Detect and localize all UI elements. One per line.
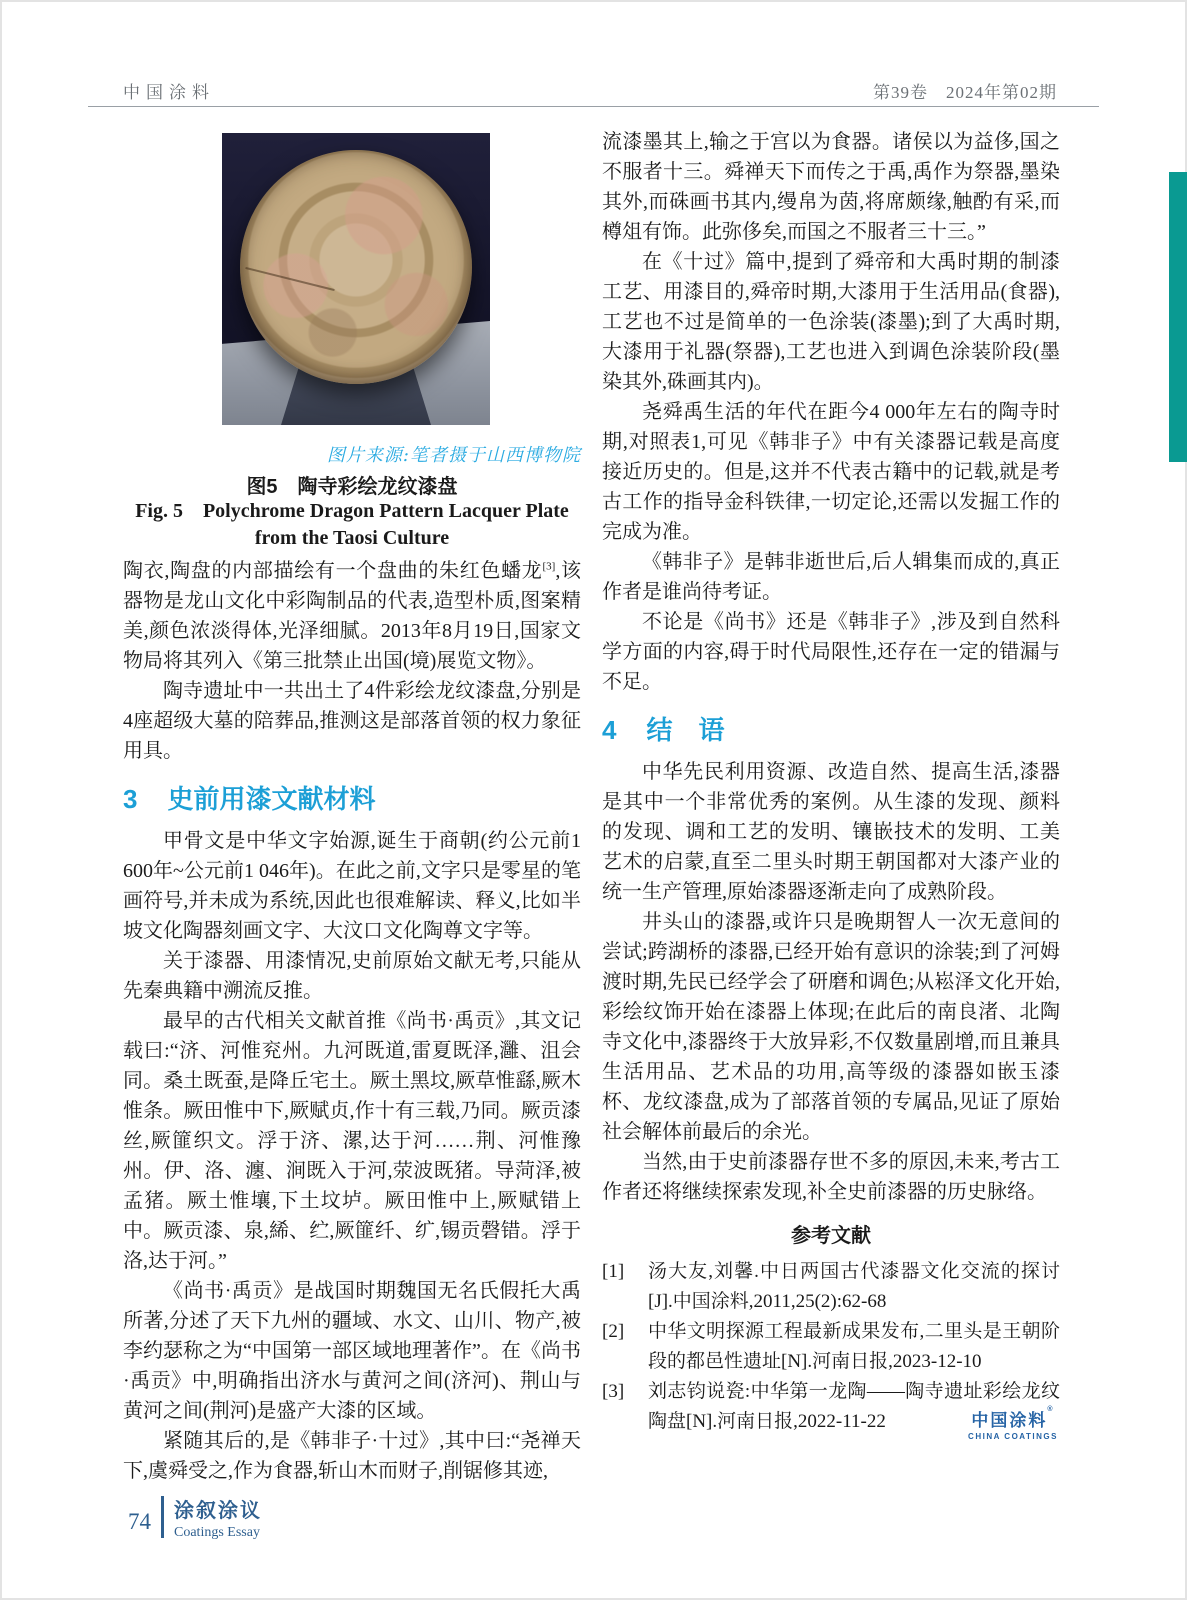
body-paragraph: 不论是《尚书》还是《韩非子》,涉及到自然科学方面的内容,碍于时代局限性,还存在一定的错漏与不足。 — [602, 611, 1060, 693]
reference-item — [602, 1257, 1060, 1317]
reference-number: [2] — [602, 1321, 625, 1342]
publisher-logo — [963, 1406, 1063, 1441]
reference-text: 汤大友,刘馨.中日两国古代漆器文化交流的探讨[J].中国涂料,2011,25(2):62-68 — [648, 1261, 1060, 1312]
body-paragraph: 《尚书·禹贡》是战国时期魏国无名氏假托大禹所著,分述了天下九州的疆域、水文、山川、物产,被李约瑟称之为“中国第一部区域地理著作”。在《尚书·禹贡》中,明确指出济水与黄河之间(济河)、荆山与黄河之间(荆河)是盛产大漆的区域。 — [123, 1280, 581, 1422]
citation-superscript: [3] — [542, 560, 556, 573]
page-header — [88, 78, 1099, 107]
page-number: 74 — [128, 1509, 151, 1534]
references-title: 参考文献 — [791, 1225, 871, 1247]
footer-column-label — [174, 1494, 262, 1541]
logo-text-cn — [963, 1406, 1063, 1431]
body-paragraph: 在《十过》篇中,提到了舜帝和大禹时期的制漆工艺、用漆目的,舜帝时期,大漆用于生活用品(食器),工艺也不过是简单的一色涂装(漆墨);到了大禹时期,大漆用于礼器(祭器),工艺也进入到调色涂装阶段(墨染其外,硃画其内)。 — [602, 251, 1060, 393]
body-paragraph: 陶寺遗址中一共出土了4件彩绘龙纹漆盘,分别是4座超级大墓的陪葬品,推测这是部落首领的权力象征用具。 — [123, 680, 581, 762]
section-heading-4 — [602, 713, 1060, 747]
body-paragraph: 甲骨文是中华文字始源,诞生于商朝(约公元前1 600年~公元前1 046年)。在此之前,文字只是零星的笔画符号,并未成为系统,因此也很难解读、释义,比如半坡文化陶器刻画文字、大汶口文化陶尊文字等。 — [123, 830, 581, 942]
body-paragraph: 尧舜禹生活的年代在距今4 000年左右的陶寺时期,对照表1,可见《韩非子》中有关漆器记载是高度接近历史的。但是,这并不代表古籍中的记载,就是考古工作的指导金科铁律,一切定论,还需以发掘工作的完成为准。 — [602, 401, 1060, 543]
section-title: 史前用漆文献材料 — [167, 784, 376, 814]
page-footer — [128, 1492, 262, 1542]
figure-source-note: 图片来源:笔者摄于山西博物院 — [326, 445, 581, 466]
edge-accent-bar — [1169, 172, 1187, 462]
reference-text: 中华文明探源工程最新成果发布,二里头是王朝阶段的都邑性遗址[N].河南日报,2023-12-10 — [648, 1321, 1060, 1372]
lacquer-plate-image — [240, 150, 472, 384]
paragraph-text: ,该器物是龙山文化中彩陶制品的代表,造型朴质,图案精美,颜色浓淡得体,光泽细腻。2013年8月19日,国家文物局将其列入《第三批禁止出国(境)展览文物》。 — [123, 560, 582, 672]
reference-number: [1] — [602, 1261, 625, 1282]
journal-name: 中国涂料 — [123, 83, 215, 102]
body-paragraph: 流漆墨其上,输之于宫以为食器。诸侯以为益侈,国之不服者十三。舜禅天下而传之于禹,禹作为祭器,墨染其外,而硃画书其内,缦帛为茵,将席颇缘,触酌有采,而樽俎有饰。此弥侈矣,而国之不服者三十三。” — [602, 131, 1060, 243]
section-heading-3 — [123, 782, 581, 816]
body-paragraph: 最早的古代相关文献首推《尚书·禹贡》,其文记载曰:“济、河惟兖州。九河既道,雷夏既泽,灉、沮会同。桑土既蚕,是降丘宅土。厥土黑坟,厥草惟繇,厥木惟条。厥田惟中下,厥赋贞,作十有三载,乃同。厥贡漆丝,厥篚织文。浮于济、漯,达于河……荆、河惟豫州。伊、洛、瀍、涧既入于河,荥波既猪。导菏泽,被孟猪。厥土惟壤,下土坟垆。厥田惟中上,厥赋错上中。厥贡漆、泉,絺、纻,厥篚纤、纩,锡贡磬错。浮于洛,达于河。” — [123, 1010, 581, 1272]
footer-column-en: Coatings Essay — [174, 1524, 260, 1540]
left-column — [123, 556, 581, 1486]
paragraph-text: 陶衣,陶盘的内部描绘有一个盘曲的朱红色蟠龙 — [123, 560, 543, 582]
body-paragraph: 中华先民利用资源、改造自然、提高生活,漆器是其中一个非常优秀的案例。从生漆的发现、颜料的发现、调和工艺的发明、镶嵌技术的发明、工美艺术的启蒙,直至二里头时期王朝国都对大漆产业的统一生产管理,原始漆器逐渐走向了成熟阶段。 — [602, 761, 1060, 903]
body-paragraph: 井头山的漆器,或许只是晚期智人一次无意间的尝试;跨湖桥的漆器,已经开始有意识的涂装;到了河姆渡时期,先民已经学会了研磨和调色;从崧泽文化开始,彩绘纹饰开始在漆器上体现;在此后的南良渚、北陶寺文化中,漆器终于大放异彩,不仅数量剧增,而且兼具生活用品、艺术品的功用,高等级的漆器如嵌玉漆杯、龙纹漆盘,成为了部落首领的专属品,见证了原始社会解体前最后的余光。 — [602, 911, 1060, 1143]
body-paragraph: 紧随其后的,是《韩非子·十过》,其中曰:“尧禅天下,虞舜受之,作为食器,斩山木而财子,削锯修其迹, — [123, 1430, 581, 1482]
reference-item — [602, 1317, 1060, 1377]
body-paragraph: 当然,由于史前漆器存世不多的原因,未来,考古工作者还将继续探索发现,补全史前漆器的历史脉络。 — [602, 1151, 1060, 1203]
reference-text: 刘志钧说瓷:中华第一龙陶——陶寺遗址彩绘龙纹陶盘[N].河南日报,2022-11-22 — [648, 1381, 1060, 1432]
figure-photo — [222, 133, 490, 425]
section-number: 3 — [123, 784, 138, 814]
section-title: 结 语 — [646, 715, 725, 745]
issue-info: 第39卷 2024年第02期 — [873, 83, 1057, 102]
logo-text-en: CHINA COATINGS — [968, 1432, 1058, 1441]
right-column — [602, 127, 1060, 1437]
reference-number: [3] — [602, 1381, 625, 1402]
figure-caption-cn: 图5 陶寺彩绘龙纹漆盘 — [246, 476, 458, 498]
body-paragraph — [123, 556, 581, 676]
footer-divider — [161, 1496, 164, 1538]
figure-caption-en: Fig. 5 Polychrome Dragon Pattern Lacquer Plate from the Taosi Culture — [135, 500, 569, 549]
footer-column-cn: 涂叙涂议 — [174, 1499, 262, 1522]
body-paragraph: 《韩非子》是韩非逝世后,后人辑集而成的,真正作者是谁尚待考证。 — [602, 551, 1060, 603]
logo-name: 中国涂料 — [971, 1411, 1048, 1430]
section-number: 4 — [602, 715, 617, 745]
plate-crack — [245, 267, 335, 291]
logo-trademark: ® — [1047, 1406, 1055, 1413]
body-paragraph: 关于漆器、用漆情况,史前原始文献无考,只能从先秦典籍中溯流反推。 — [123, 950, 581, 1002]
